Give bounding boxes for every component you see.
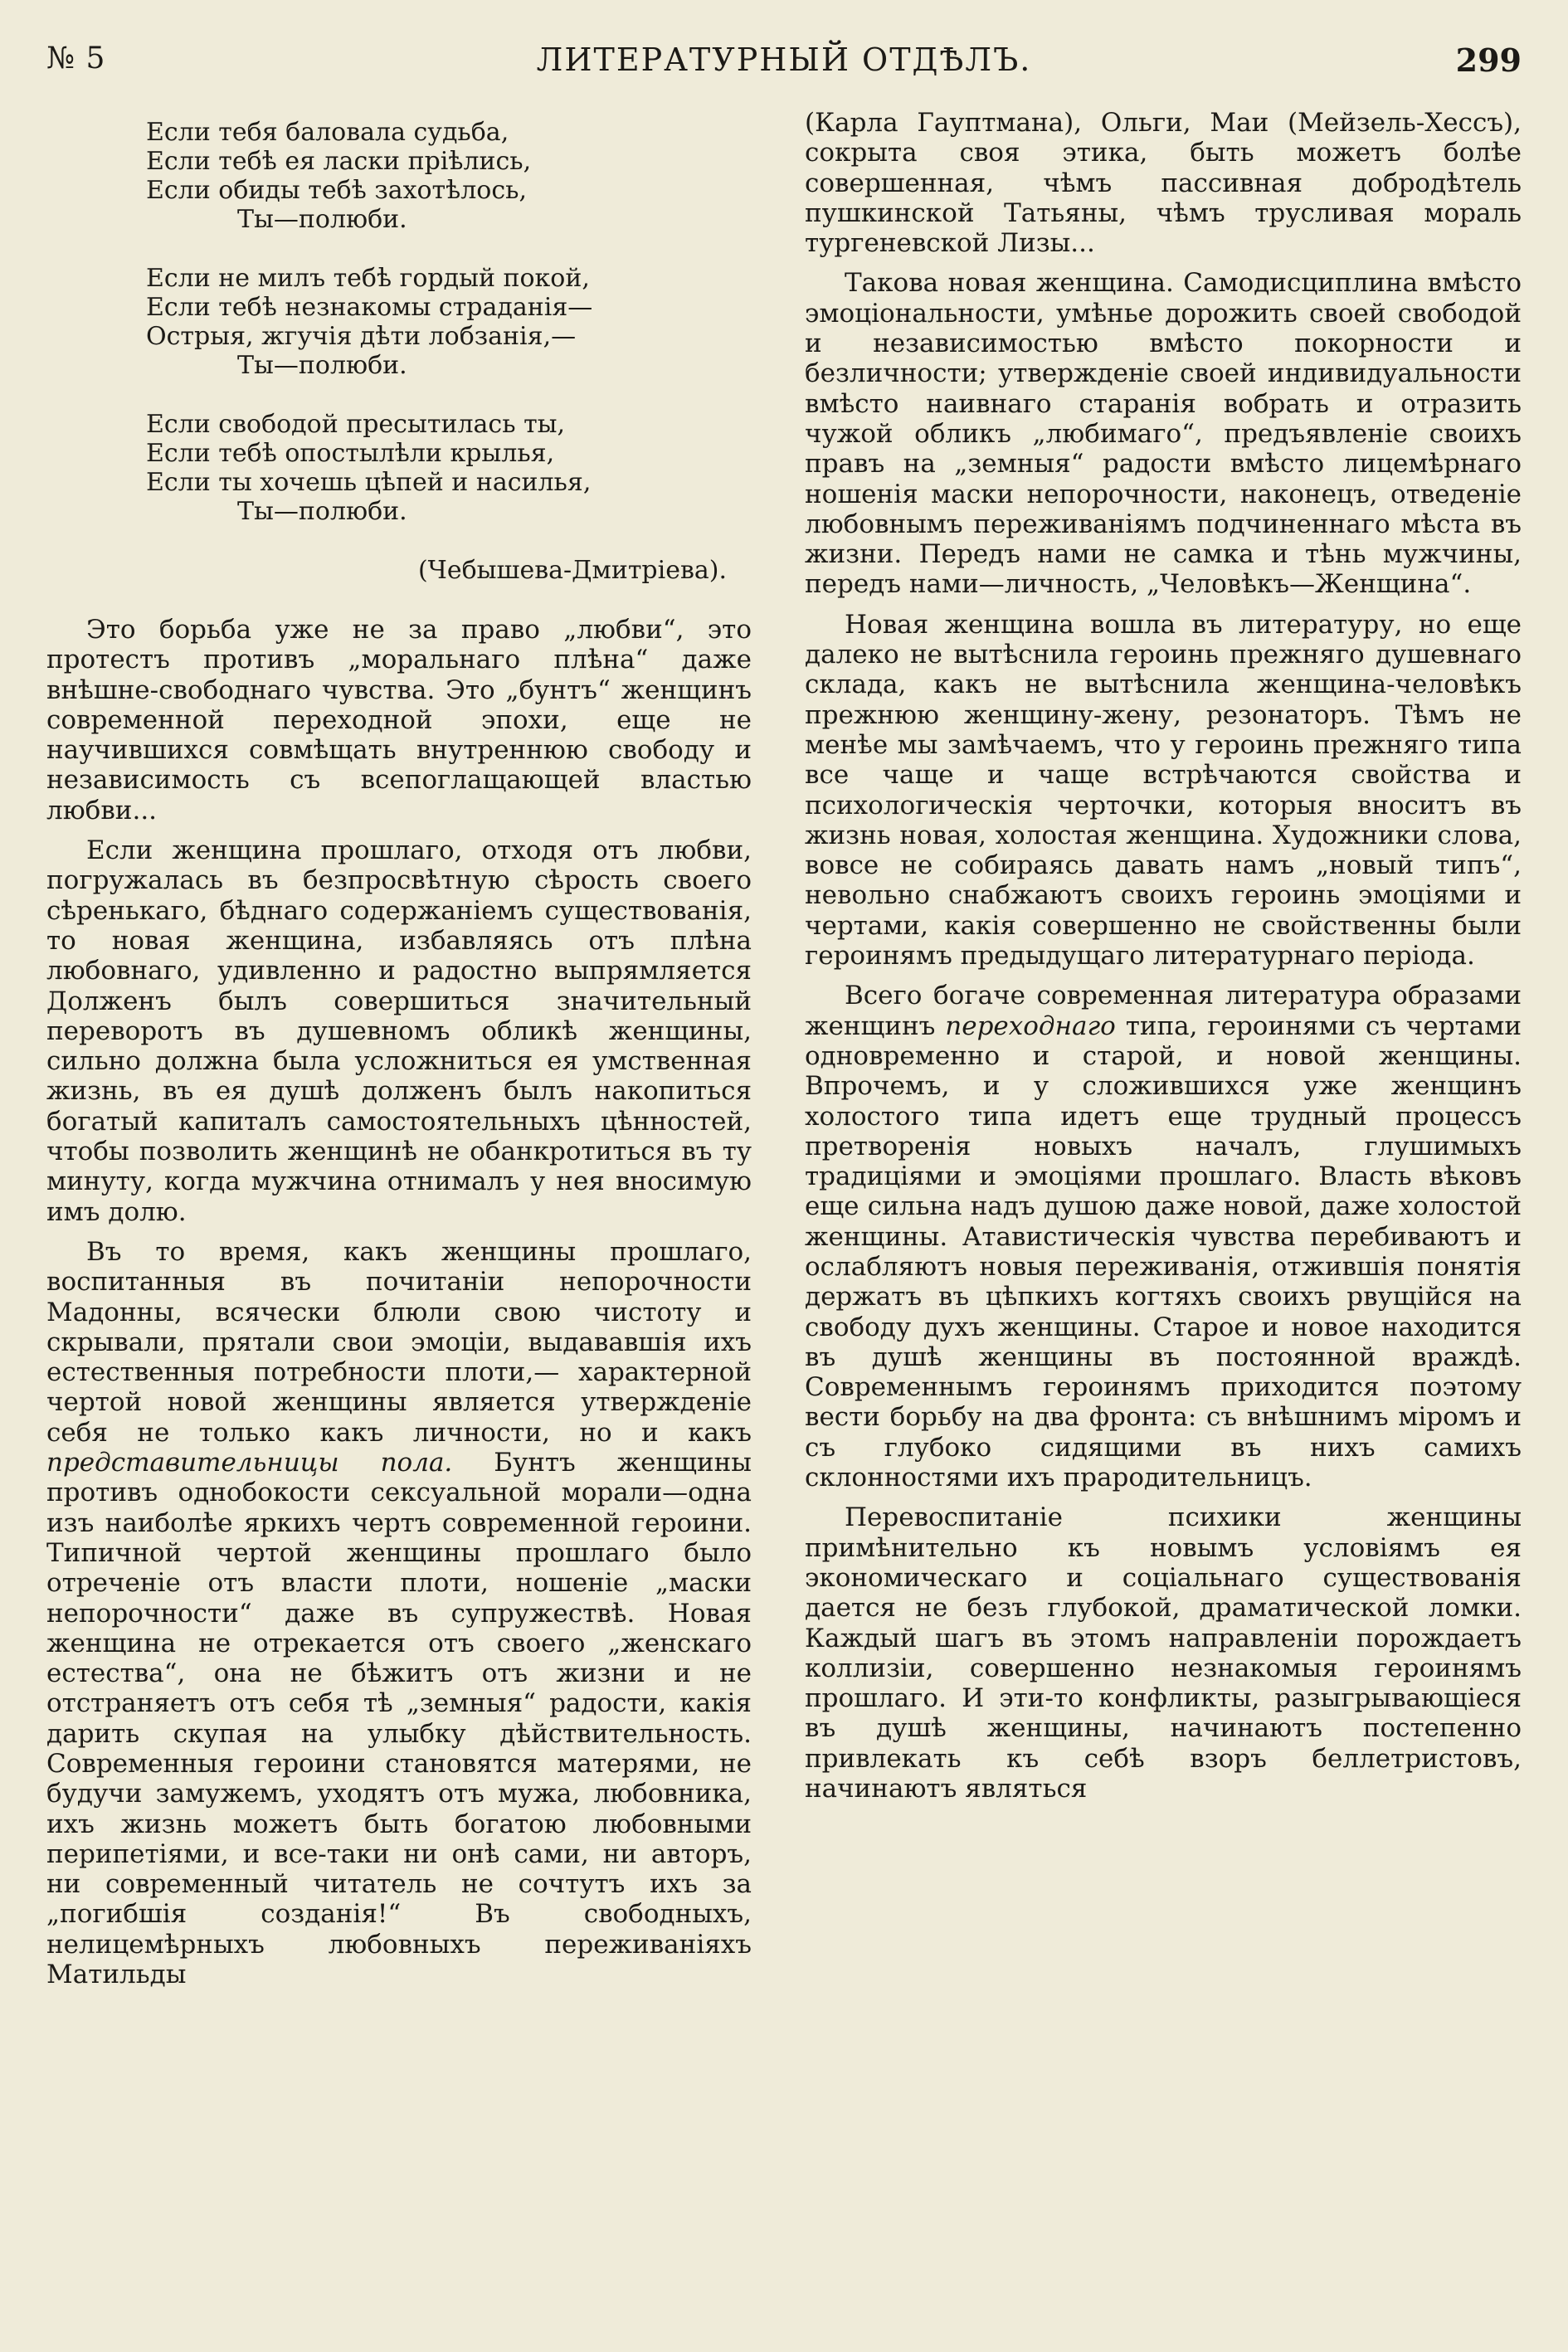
paragraph: (Карла Гауптмана), Ольги, Маи (Мейзель-Хессъ), сокрыта своя этика, быть можетъ болѣе совершенная, чѣмъ пассивная добродѣтель пушкинской Татьяны, чѣмъ трусливая мораль тургеневской Лизы... bbox=[805, 108, 1522, 259]
paragraph: Такова новая женщина. Самодисциплина вмѣсто эмоцiональности, умѣнье дорожить своей свободой и независимостью вмѣсто покорности и безличности; утвержденiе своей индивидуальности вмѣсто наивнаго старанiя вобрать и отразить чужой обликъ „любимаго“, предъявленiе своихъ правъ на „земныя“ радости вмѣсто лицемѣрнаго ношенiя маски непорочности, наконецъ, отведенiе любовнымъ переживанiямъ подчиненнаго мѣста въ жизни. Передъ нами не самка и тѣнь мужчины, передъ нами—личность, „Человѣкъ—Женщина“. bbox=[805, 268, 1522, 600]
poem-line: Если ты хочешь цѣпей и насилья, bbox=[146, 468, 592, 497]
right-column bbox=[805, 108, 1522, 1804]
italic-emphasis: переходнаго bbox=[945, 1010, 1116, 1041]
poem-line: Если тебѣ незнакомы страданiя— bbox=[146, 293, 593, 322]
poem-line: Если тебя баловала судьба, bbox=[146, 118, 509, 147]
italic-emphasis: представительницы пола. bbox=[46, 1448, 453, 1478]
paragraph: Если женщина прошлаго, отходя отъ любви, погружалась въ безпросвѣтную сѣрость своего сѣренькаго, бѣднаго содержанiемъ существованiя, то новая женщина, избавляясь отъ плѣна любовнаго, удивленно и радостно выпрямляется Долженъ былъ совершиться значительный переворотъ въ душевномъ обликѣ женщины, сильно должна была усложниться ея умственная жизнь, въ ея душѣ долженъ былъ накопиться богатый капиталъ самостоятельныхъ цѣнностей, чтобы позволить женщинѣ не обанкротиться въ ту минуту, когда мужчина отнималъ у нея вносимую имъ долю. bbox=[46, 835, 752, 1227]
poem-line: Если свободой пресытилась ты, bbox=[146, 410, 566, 439]
paragraph-text: Въ то время, какъ женщины прошлаго, воспитанныя въ почитанiи непорочности Мадонны, всячески блюли свою чистоту и скрывали, прятали свои эмоцiи, выдававшiя ихъ естественныя потребности плоти,— характерной чертой новой женщины является утвержденiе себя не только какъ личности, но и какъ bbox=[46, 1236, 752, 1448]
paragraph bbox=[46, 1237, 752, 1989]
poem-stanza bbox=[146, 410, 752, 526]
poem bbox=[46, 118, 752, 585]
poem-line: Если тебѣ опостылѣли крылья, bbox=[146, 439, 555, 468]
paragraph-text: Всего богаче современная литература образами женщинъ bbox=[805, 981, 1522, 1041]
poem-stanza bbox=[146, 118, 752, 234]
poem-refrain: Ты—полюби. bbox=[237, 205, 407, 234]
paragraph-text: Бунтъ женщины противъ однобокости сексуальной морали—одна изъ наиболѣе яркихъ чертъ современной героини. Типичной чертой женщины прошлаго было отреченiе отъ власти плоти, ношенiе „маски непорочности“ даже въ супружествѣ. Новая женщина не отрекается отъ своего „женскаго естества“, она не бѣжитъ отъ жизни и не отстраняетъ отъ себя тѣ „земныя“ радости, какiя дарить скупая на улыбку дѣйствительность. Современныя героини становятся матерями, не будучи замужемъ, уходятъ отъ мужа, любовника, ихъ жизнь можетъ быть богатою любовными перипетiями, и все-таки ни онѣ сами, ни авторъ, ни современный читатель не сочтутъ ихъ за „погибшiя созданiя!“ Въ свободныхъ, нелицемѣрныхъ любовныхъ переживанiяхъ Матильды bbox=[46, 1448, 752, 1990]
paragraph: Новая женщина вошла въ литературу, но еще далеко не вытѣснила героинь прежняго душевнаго склада, какъ не вытѣснила женщина-человѣкъ прежнюю женщину-жену, резонаторъ. Тѣмъ не менѣе мы замѣчаемъ, что у героинь прежняго типа все чаще и чаще встрѣчаются свойства и психологическiя черточки, которыя вноситъ въ жизнь новая, холостая женщина. Художники слова, вовсе не собираясь давать намъ „новый типъ“, невольно снабжаютъ своихъ героинь эмоцiями и чертами, какiя совершенно не свойственны были героинямъ предыдущаго литературнаго перiода. bbox=[805, 609, 1522, 971]
issue-number: № 5 bbox=[46, 41, 106, 75]
poem-author: (Чебышева-Дмитрiева). bbox=[417, 556, 727, 585]
left-column bbox=[46, 108, 752, 1989]
poem-refrain: Ты—полюби. bbox=[237, 351, 407, 380]
poem-line: Если не милъ тебѣ гордый покой, bbox=[146, 264, 590, 293]
poem-line: Если тебѣ ея ласки прiѣлись, bbox=[146, 147, 532, 176]
paragraph: Это борьба уже не за право „любви“, это протестъ противъ „моральнаго плѣна“ даже внѣшне-свободнаго чувства. Это „бунтъ“ женщинъ современной переходной эпохи, еще не научившихся совмѣщать внутреннюю свободу и независимость съ всепоглащающей властью любви... bbox=[46, 615, 752, 825]
page-number: 299 bbox=[1455, 41, 1522, 79]
poem-line: Острыя, жгучiя дѣти лобзанiя,— bbox=[146, 322, 577, 351]
page-header bbox=[46, 41, 1522, 91]
paragraph: Перевоспитанiе психики женщины примѣнительно къ новымъ условiямъ ея экономическаго и соцiальнаго существованiя дается не безъ глубокой, драматической ломки. Каждый шагъ въ этомъ направленiи порождаетъ коллизiи, совершенно незнакомыя героинямъ прошлаго. И эти-то конфликты, разыгрывающiеся въ душѣ женщины, начинаютъ постепенно привлекать къ себѣ взоръ беллетристовъ, начинаютъ являться bbox=[805, 1502, 1522, 1804]
poem-refrain: Ты—полюби. bbox=[237, 497, 407, 526]
poem-stanza bbox=[146, 264, 752, 380]
section-title: ЛИТЕРАТУРНЫЙ ОТДѢЛЪ. bbox=[536, 41, 1032, 78]
poem-line: Если обиды тебѣ захотѣлось, bbox=[146, 176, 528, 205]
paragraph bbox=[805, 981, 1522, 1493]
paragraph-text: типа, героинями съ чертами одновременно и старой, и новой женщины. Впрочемъ, и у сложившихся уже женщинъ холостого типа идетъ еще трудный процессъ претворенiя новыхъ началъ, глушимыхъ традицiями и эмоцiями прошлаго. Власть вѣковъ еще сильна надъ душою даже новой, даже холостой женщины. Атавистическiя чувства перебиваютъ и ослабляютъ новыя переживанiя, отжившiя понятiя держатъ въ цѣпкихъ когтяхъ своихъ рвущiйся на свободу духъ женщины. Старое и новое находится въ душѣ женщины въ постоянной враждѣ. Современнымъ героинямъ приходится поэтому вести борьбу на два фронта: съ внѣшнимъ мiромъ и съ глубоко сидящими въ нихъ самихъ склонностями ихъ прародительницъ. bbox=[805, 1010, 1522, 1493]
